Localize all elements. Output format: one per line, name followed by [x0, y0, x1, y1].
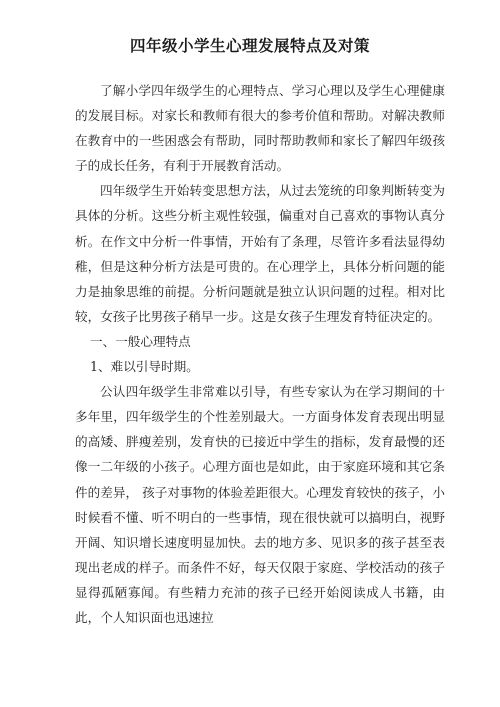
- section-heading: 一、一般心理特点: [90, 333, 191, 349]
- paragraph-guidance: 公认四年级学生非常难以引导，有些专家认为在学习期间的十多年里，四年级学生的个性差别最大。一方面身体发育表现出明显的高矮、胖瘦差别，发育快的已接近中学生的指标，发育最慢的还像一二年级的小孩子。心理方面也是如此，由于家庭环境和其它条件的差异， 孩子对事物的体验差距很大。心理发育较快的孩子，小时候看不懂、听不明白的一些事情，现在很快就可以搞明白，视野开阔、知识增长速度明显加快。去的地方多、见识多的孩子甚至表现出老成的样子。而条件不好，每天仅限于家庭、学校活动的孩子显得孤陋寡闻。有些精力充沛的孩子已经开始阅读成人书籍，由此，个人知识面也迅速拉: [75, 384, 445, 625]
- subsection-heading: 1、难以引导时期。: [90, 359, 199, 375]
- paragraph-intro: 了解小学四年级学生的心理特点、学习心理以及学生心理健康的发展目标。对家长和教师有很大的参考价值和帮助。对解决教师在教育中的一些困惑会有帮助，同时帮助教师和家长了解四年级孩子的成长任务，有利于开展教育活动。: [75, 83, 445, 174]
- paragraph-thinking-method: 四年级学生开始转变思想方法，从过去笼统的印象判断转变为具体的分析。这些分析主观性较强，偏重对自己喜欢的事物认真分析。在作文中分析一件事情，开始有了条理，尽管许多看法显得幼稚，但是这种分析方法是可贵的。在心理学上，具体分析问题的能力是抽象思维的前提。分析问题就是独立认识问题的过程。相对比较，女孩子比男孩子稍早一步。这是女孩子生理发育特征决定的。: [75, 183, 445, 324]
- document-body: [75, 78, 445, 630]
- document-title: 四年级小学生心理发展特点及对策: [129, 36, 370, 55]
